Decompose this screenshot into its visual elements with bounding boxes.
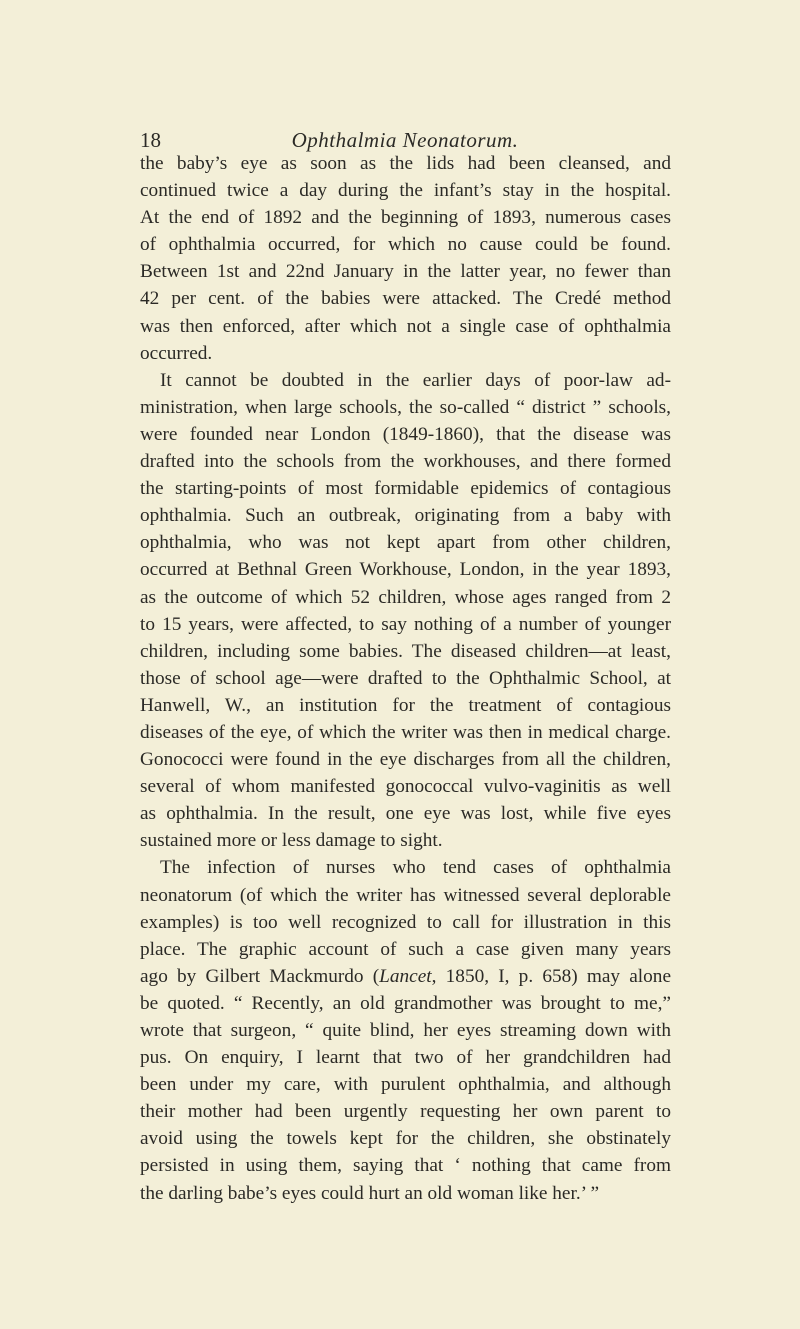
text-line: were founded near London (1849-1860), that the disease was <box>140 423 671 445</box>
text-line: as ophthalmia. In the result, one eye was lost, while five eyes <box>140 803 671 825</box>
journal-name: Lancet <box>379 965 432 987</box>
text-line: 42 per cent. of the babies were attacked. The Credé method <box>140 288 671 310</box>
page-number: 18 <box>140 128 161 152</box>
text-line: ophthalmia, who was not kept apart from other children, <box>140 532 671 554</box>
text-line: to 15 years, were affected, to say nothing of a number of younger <box>140 613 671 635</box>
text-line: occurred. <box>140 342 213 364</box>
text-line: ago by Gilbert Mackmurdo (Lancet, 1850, I, p. 658) may alone <box>140 965 671 987</box>
text-line: pus. On enquiry, I learnt that two of her grandchildren had <box>140 1047 671 1069</box>
text-line: several of whom manifested gonococcal vulvo-vaginitis as well <box>140 776 671 798</box>
text-line: At the end of 1892 and the beginning of 1893, numerous cases <box>140 207 671 229</box>
text-line: persisted in using them, saying that ‘ nothing that came from <box>140 1155 671 1177</box>
text-line: the baby’s eye as soon as the lids had been cleansed, and <box>140 153 671 174</box>
text-line: occurred at Bethnal Green Workhouse, London, in the year 1893, <box>140 559 671 581</box>
text-line: of ophthalmia occurred, for which no cause could be found. <box>140 234 671 256</box>
text-line: those of school age—were drafted to the Ophthalmic School, at <box>140 667 671 689</box>
text-line: children, including some babies. The diseased children—at least, <box>140 640 671 662</box>
text-line: Gonococci were found in the eye discharges from all the children, <box>140 749 671 771</box>
text-line: avoid using the towels kept for the children, she obstinately <box>140 1128 671 1150</box>
text-line: ophthalmia. Such an outbreak, originating from a baby with <box>140 505 671 527</box>
running-title: Ophthalmia Neonatorum. <box>291 128 519 152</box>
text-line: examples) is too well recognized to call for illustration in this <box>140 911 671 933</box>
text-line: wrote that surgeon, “ quite blind, her eyes streaming down with <box>140 1020 671 1041</box>
text-line: neonatorum (of which the writer has witnessed several deplorable <box>140 884 671 906</box>
text-line: Between 1st and 22nd January in the latter year, no fewer than <box>140 261 671 283</box>
text-line: was then enforced, after which not a single case of ophthalmia <box>140 315 671 337</box>
text-line: place. The graphic account of such a case given many years <box>140 938 671 960</box>
text-line: the starting-points of most formidable epidemics of contagious <box>140 478 671 500</box>
text-line: Hanwell, W., an institution for the treatment of contagious <box>140 694 671 716</box>
text-line: continued twice a day during the infant’s stay in the hospital. <box>140 180 671 202</box>
body-text <box>140 150 671 1207</box>
text-line: The infection of nurses who tend cases of ophthalmia <box>160 857 671 879</box>
text-line: the darling babe’s eyes could hurt an old woman like her.’ ” <box>140 1182 600 1204</box>
text-line: as the outcome of which 52 children, whose ages ranged from 2 <box>140 586 671 608</box>
text-line: drafted into the schools from the workhouses, and there formed <box>140 451 671 473</box>
text-line: It cannot be doubted in the earlier days of poor-law ad- <box>160 369 671 391</box>
text-line: been under my care, with purulent ophthalmia, and although <box>140 1074 671 1096</box>
text-line: diseases of the eye, of which the writer was then in medical charge. <box>140 721 671 743</box>
text-line: sustained more or less damage to sight. <box>140 830 443 852</box>
text-line: ministration, when large schools, the so-called “ district ” schools, <box>140 396 671 418</box>
text-line: be quoted. “ Recently, an old grandmother was brought to me,” <box>140 992 671 1014</box>
text-line: their mother had been urgently requesting her own parent to <box>140 1101 671 1123</box>
